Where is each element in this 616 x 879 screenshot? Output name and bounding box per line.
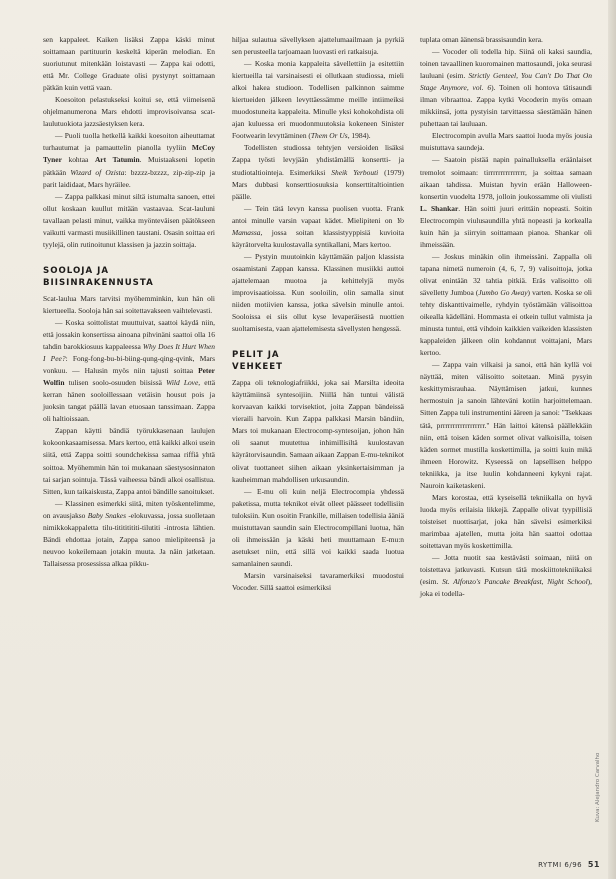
body-paragraph: tuplata oman äänensä brassisaundin kera. xyxy=(420,35,543,44)
body-paragraph: Marsin varsinaiseksi tavaramerkiksi muodostui Vocoder. Sillä saattoi esimerkiksi xyxy=(232,570,404,592)
body-paragraph: — Klassinen esimerkki siitä, miten työskentelimme, on avausjakso Baby Snakes -elokuvassa, jossa suolletaan nimikkokappaletta tilu-titititititi-tilutiti -introsta lähtien. Bändi ehdottaa jotain, Zappa sanoo mielipiteensä ja neuvoo kokeilemaan jotakin muuta. Ja näin jatketaan. Tallaisessa prosessissa alkaa pikku- xyxy=(43,498,215,568)
body-paragraph: Electrocompin avulla Mars saattoi luoda myös jousia muistuttava saundeja. xyxy=(420,131,592,153)
body-paragraph: Mars korostaa, että kyseisellä tekniikalla on hyvä luoda myös erilaisia likkejä. Zappalle olivat tyypillisiä toisteiset nuottisarjat, joka hän sävelsi esimerkiksi marimbaa ajatellen, mutta joita hän saattoi odottaa soitettavan myös koskettimilla. xyxy=(420,492,592,550)
body-paragraph: Zappan käytti bändiä työrukkasenaan laulujen kokoonkasaamisessa. Mars kertoo, että kaikki alkoi usein siitä, että Zappa soitti soundchekissa samaa riffiä yhtä soittoa. Myöhemmin hän toi mukanaan säestysosinnaton tai sarjan sointuja. Tässä vaiheessa bändi alkoi osallistua. Sitten, kun taikaiskusta, Zappa antoi bändille sanoitukset. xyxy=(43,426,215,496)
section-heading-line: VEHKEET xyxy=(232,362,283,373)
page-number: 51 xyxy=(587,860,600,869)
body-paragraph: — Joskus minäkin olin ihmeissäni. Zappalla oli tapana nimetä numeroin (4, 6, 7, 9) valisoittoja, jotka olivat enintään 32 tahtia pitkiä. Eräs valisoitto oli sävelletty Jumboa (Jumbo Go Away) varten. Koska se oli tehty diskanttivaimelle, ryhdyin työstämään välisoittoa oikealla kädelläni. Hommasta ei otkein tullut valmista ja minusta tuntui, että vihdoin kaikkien vaikeiden klassisten kappaleiden jälkeen olin kohdannut voittajani, Mars kertoo. xyxy=(420,251,592,358)
section-heading xyxy=(43,265,215,289)
text-column-2 xyxy=(232,34,404,594)
page-spine xyxy=(608,0,616,879)
magazine-issue: RYTMI 6/96 xyxy=(538,861,583,869)
body-paragraph: — Zappa vain vilkaisi ja sanoi, että hän kyllä voi näyttää, miten välisoitto soitetaan. Minä pysyin keskittymisrauhaa. Näyttämisen jatkui, kunnes hermostuin ja sanoin lähteväni kotiin harjoittelemaan. Sitten Zappa tuli instrumentini ääreen ja sanoi: "Tsekkaas tätä, prrrrrrrrrrrrrrrrrr." Hän laittoi kätensä päällekkäin niin, että toisen käden sormet olivat valkoisilla, toisen käden sormet mustilla koskettimilla, ja soitti kuin mikä ihmeen Horowitz. Kyseessä on lapsellisen helppo tekniikka, ja itse luulin kohdanneeni kykyni rajat. Nauroin kaiketaskeni. xyxy=(420,360,592,490)
body-paragraph: — Koska soittolistat muuttuivat, saattoi käydä niin, että jossakin konsertissa ainoana pihvinäni saattoi olla 16 tahdin barokkiosuus kappaleessa Why Does It Hurt When I Pee?: Fong-fong-bu-bi-biing-qung-qing-qvink, Mars vonkuu. — Halusin myös niin tajusti soittaa Peter Wolfin tulisen soolo-osuuden biisissä Wild Love, että kerran hänen sooloillessaan vetäisin housut pois ja juoksin tangat päällä lavan etuosaan tanssimaan. Zappa oli haltioissaan. xyxy=(43,317,216,424)
text-column-3 xyxy=(420,34,592,600)
body-paragraph: Zappa oli teknologiafriikki, joka sai Marsilta ideoita käyttämiinsä syntesoijiin. Niillä hän tuntui välistä korvaavan kaikki torvisektiot, joita Zappan bändeissä vieraili harvoin. Kun Zappa palkkasi Marsin bändiin, Mars toi mukanaan Electrocomp-syntesoijan, johon hän oli saanut muutettua inhimillisiltä kuulostavan käyrätorvisaundin. Samaan aikaan Zappan E-mu-teknikot olivat tuottaneet siihen aikaan yksinkertaisimman ja kauheimman mahdollisen urkusaundin. xyxy=(232,378,404,484)
body-paragraph: Koesoiton pelastukseksi koitui se, että viimeisenä ohjelmanumerona Mars ehdotti improvisoivansa scat-laulutuokiota jazzsäestyksen kera. xyxy=(43,95,215,129)
body-paragraph: — Zappa palkkasi minut siltä istumalta sanoen, ettei ollut koskaan kuullut mitään vastaavaa. Scat-lauluni tavallaan pelasti minut, vaikka myönteväisen päätökseen vaikutti varmasti musiikillinen taustani. Osasin soittaa eri tyylejä, olin rutinoitunut klassisen ja jazzin soittaja. xyxy=(43,191,215,249)
body-paragraph: — Vocoder oli todella hip. Siinä oli kaksi saundia, toinen tavaallinen kuoromainen mattosaundi, joka seurasi lauluani (esim. Strictly Genteel, You Can't Do That On Stage Anymore, vol. 6). Toinen oli hontova tätisaundi ilman vibraattoa. Zappa kytki Vocoderin myös omaan mikkiinsä, jotta pystyisin tarvittaessa säestämään hänen puhettaan tai lauluaan. xyxy=(420,47,593,129)
section-heading-line: SOOLOJA JA xyxy=(43,265,109,276)
body-paragraph: — Tein tätä levyn kanssa puolisen vuotta. Frank antoi minulle varsin vapaat kädet. Mielipiteni on Yo Mamassa, jossa soitan klassistyyppisiä kuvioita käyrätorvelta kuulostavalla syntikallani, Mars kertoo. xyxy=(232,203,404,249)
body-paragraph: Todellisten studiossa tehtyjen versioiden lisäksi Zappa työsti levyjään yhdistämällä konsertti- ja studiotaltiointeja. Esimerkiksi Sheik Yerbouti (1979) Mars dubbasi konserttiosuuksia konserttitaltiointien päälle. xyxy=(232,143,404,201)
body-paragraph: hiljaa sulautua sävellyksen ajattelumaailmaan ja pyrkiä sen perusteella tarjoamaan luovasti eri ratkaisuja. xyxy=(232,35,404,57)
body-paragraph: — Koska monia kappaleita sävellettiin ja esitettiin kiertueilla tai varsinaisesti ei ollutkaan studiossa, mieli alkoi hakea studioon. Todellisen palkinnon saimme kiertueiden jälkeen levyttäessämme meille intiimeiksi muodostuneita kappaleita. Minulle yksi kohokohdista oli ajan kuluessa eri muodonmuutoksia kokeneen Sinister Footwearin levyttäminen (Them Or Us, 1984). xyxy=(232,59,404,141)
section-heading-line: BIISINRAKENNUSTA xyxy=(43,277,154,288)
photo-credit: Kuva: Alejandro Carvalho xyxy=(595,752,601,822)
body-paragraph: — E-mu oli kuin neljä Electrocompia yhdessä paketissa, mutta teknikot eivät olleet päässeet todellisiin tuloksiin. Kun osoitin Frankille, millaisen todellisia ääniä muistuttavan saundin sain Electrocompillani luotua, hän oli ihmeissään ja käski heti muuttamaan E-mu:n asetukset niin, että sillä voi kaikki saada luotua samanlainen saundi. xyxy=(232,486,404,568)
body-paragraph: — Jotta nuotit saa kestävästi soimaan, niitä on toistettava jatkuvasti. Kutsun tätä moskiittotekniikaksi (esim. St. Alfonzo's Pancake Breakfast, Night School), joka ei todella- xyxy=(420,553,593,599)
page-footer xyxy=(538,860,600,869)
body-paragraph: — Pystyin muutoinkin käyttämään paljon klassista osaamistani Zappan kanssa. Klassinen musiikki auttoi ajattelemaan muotoa ja kehittelyjä myös improvisaatioissa. Kun sooloilin, olin samalla sinut niiden motiivien kanssa, jotka sävelsin minulle antoi. Sooloissa ei siis ollut kyse levaperäisestä nuottien suoltamisesta, vaan ajattelemisesta sävellysten hengessä. xyxy=(232,251,404,334)
body-paragraph: Scat-laulua Mars tarvitsi myöhemminkin, kun hän oli kiertueella. Sooloja hän sai soitettavakseen vaihtelevasti. xyxy=(43,293,215,315)
section-heading-line: PELIT JA xyxy=(232,350,280,361)
body-paragraph: sen kappaleet. Kaiken lisäksi Zappa käski minut soittamaan partituurin keskeltä kiperän melodian. En suoriutunut mitenkään loistavasti — Zappa kai odotti, että Mr. College Graduate olisi pystynyt soittamaan pätkän kuin vettä vaan. xyxy=(43,35,215,93)
section-heading xyxy=(232,349,404,373)
body-paragraph: — Puoli tuolla hetkellä kaikki koesoiton aiheuttamat turhautumat ja pamauttelin pianolla tyyliin McCoy Tyner kohtaa Art Tatumin. Muistaakseni lopetin pätkään Wizard of Ozista: bzzzz-bzzzz, zip-zip-zip ja parit laididaat, Mars hyräilee. xyxy=(43,131,215,189)
text-column-1 xyxy=(43,34,215,570)
body-paragraph: — Saatoin pistää napin painalluksella eräänlaiset tremolot soimaan: tirrrrrrrrrrrrrrr, ja soittaa samaan aikaan tahdissa. Muistan hyvin erään Halloween-konsertin vuodelta 1978, jolloin joukossamme oli viulisti L. Shankar. Hän soitti juuri erittäin nopeasti. Soitin Electrocompin viulusaundilla yhtä nopeasti ja korkealla kuin hän ja siirryin soittamaan pianoa. Shankar oli ihmeissään. xyxy=(420,155,592,249)
